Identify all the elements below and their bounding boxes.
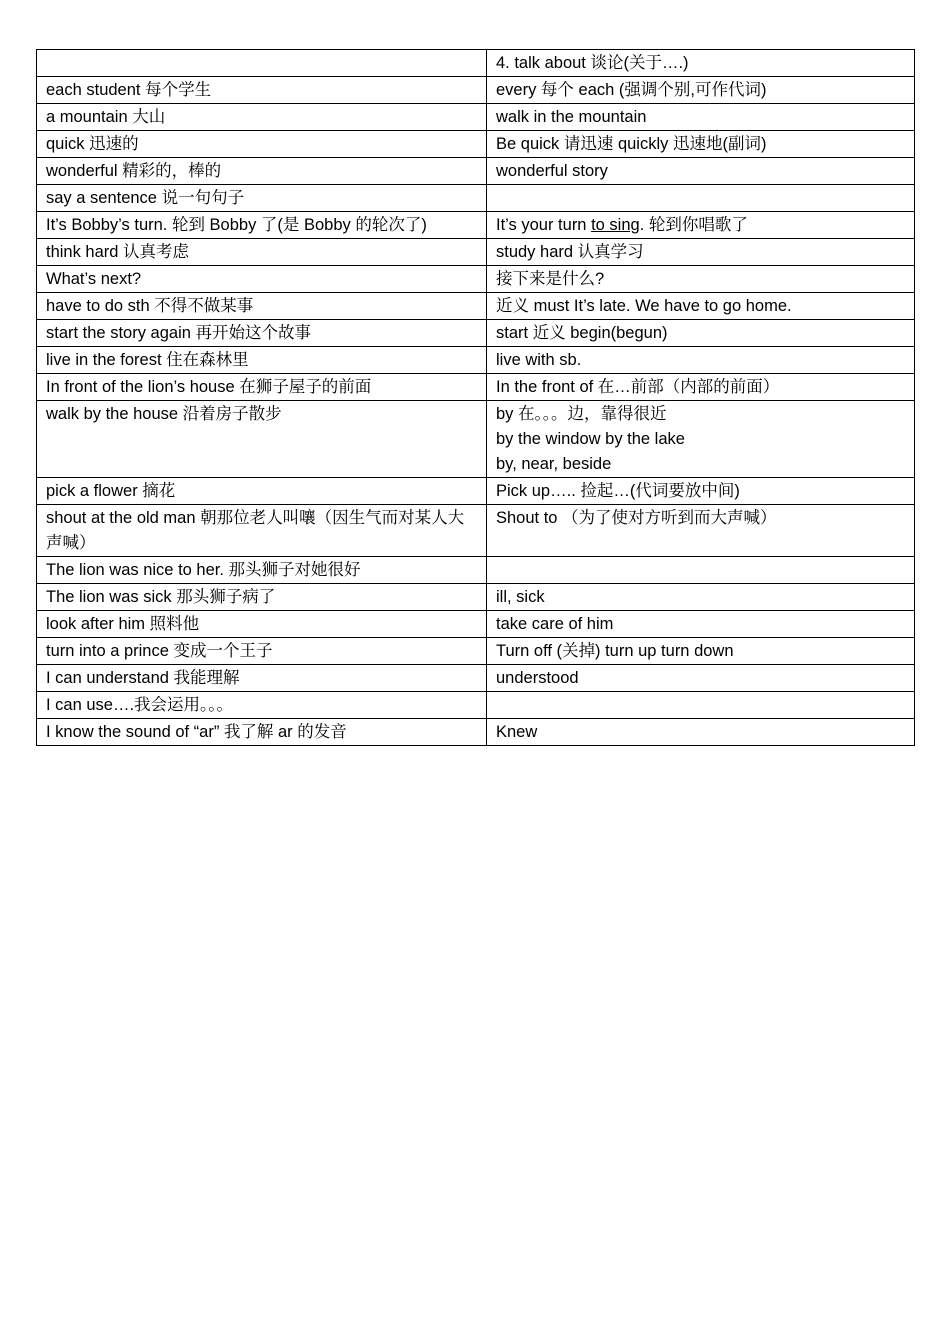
note-cell xyxy=(487,347,915,374)
document-page xyxy=(36,49,914,746)
phrase-cell xyxy=(37,557,487,584)
table-row xyxy=(37,692,915,719)
note-cell xyxy=(487,77,915,104)
note-cell xyxy=(487,50,915,77)
phrase-cell xyxy=(37,584,487,611)
note-line: by 在。。。边，靠得很近 xyxy=(496,405,667,423)
table-row xyxy=(37,347,915,374)
phrase-text: In front of the lion’s house 在狮子屋子的前面 xyxy=(46,378,372,396)
note-cell xyxy=(487,638,915,665)
phrase-text: What’s next? xyxy=(46,270,142,288)
table-row xyxy=(37,505,915,557)
phrase-cell xyxy=(37,374,487,401)
table-row xyxy=(37,584,915,611)
note-cell xyxy=(487,401,915,478)
table-row xyxy=(37,266,915,293)
phrase-text: have to do sth 不得不做某事 xyxy=(46,297,254,315)
phrase-text: each student 每个学生 xyxy=(46,81,212,99)
table-row xyxy=(37,665,915,692)
note-cell xyxy=(487,239,915,266)
phrase-text: walk by the house 沿着房子散步 xyxy=(46,405,282,423)
note-line: by, near, beside xyxy=(496,455,612,473)
note-cell xyxy=(487,374,915,401)
table-row xyxy=(37,320,915,347)
phrase-cell xyxy=(37,293,487,320)
phrase-cell xyxy=(37,719,487,746)
phrase-cell xyxy=(37,505,487,557)
note-text: 近义 must It’s late. We have to go home. xyxy=(496,297,792,315)
phrase-cell xyxy=(37,478,487,505)
phrase-text: live in the forest 住在森林里 xyxy=(46,351,249,369)
note-line: by the window by the lake xyxy=(496,430,685,448)
note-cell xyxy=(487,611,915,638)
phrase-cell xyxy=(37,401,487,478)
phrase-cell xyxy=(37,104,487,131)
phrase-text: think hard 认真考虑 xyxy=(46,243,190,261)
note-cell xyxy=(487,131,915,158)
phrase-cell xyxy=(37,320,487,347)
table-row xyxy=(37,293,915,320)
phrase-cell xyxy=(37,239,487,266)
note-text: Shout to （为了使对方听到而大声喊） xyxy=(496,509,777,527)
table-row xyxy=(37,239,915,266)
table-row xyxy=(37,158,915,185)
note-text: Pick up….. 捡起…(代词要放中间) xyxy=(496,482,740,500)
table-row xyxy=(37,374,915,401)
phrase-text: turn into a prince 变成一个王子 xyxy=(46,642,273,660)
note-text: wonderful story xyxy=(496,162,608,180)
table-row xyxy=(37,50,915,77)
phrase-text: say a sentence 说一句句子 xyxy=(46,189,245,207)
note-text: understood xyxy=(496,669,579,687)
note-cell xyxy=(487,293,915,320)
phrase-text: quick 迅速的 xyxy=(46,135,139,153)
phrase-text: a mountain 大山 xyxy=(46,108,166,126)
vocabulary-table xyxy=(36,49,915,746)
note-text: walk in the mountain xyxy=(496,108,647,126)
note-cell xyxy=(487,185,915,212)
note-text: 接下来是什么? xyxy=(496,270,605,288)
phrase-text: The lion was sick 那头狮子病了 xyxy=(46,588,276,606)
underlined-text: to sing xyxy=(591,216,640,234)
note-cell xyxy=(487,158,915,185)
table-row xyxy=(37,557,915,584)
note-text: study hard 认真学习 xyxy=(496,243,644,261)
phrase-cell xyxy=(37,185,487,212)
table-row xyxy=(37,185,915,212)
table-row xyxy=(37,401,915,478)
phrase-text: wonderful 精彩的，棒的 xyxy=(46,162,222,180)
note-text: . 轮到你唱歌了 xyxy=(639,216,748,234)
note-cell xyxy=(487,212,915,239)
note-cell xyxy=(487,719,915,746)
note-text: start 近义 begin(begun) xyxy=(496,324,668,342)
note-cell xyxy=(487,505,915,557)
table-row xyxy=(37,77,915,104)
table-row xyxy=(37,611,915,638)
table-row xyxy=(37,131,915,158)
note-cell xyxy=(487,692,915,719)
phrase-cell xyxy=(37,131,487,158)
note-text: every 每个 each (强调个别,可作代词) xyxy=(496,81,767,99)
phrase-cell xyxy=(37,665,487,692)
note-text: ill, sick xyxy=(496,588,545,606)
phrase-cell xyxy=(37,266,487,293)
phrase-cell xyxy=(37,347,487,374)
note-cell xyxy=(487,478,915,505)
phrase-text: I can understand 我能理解 xyxy=(46,669,240,687)
phrase-cell xyxy=(37,212,487,239)
phrase-cell xyxy=(37,77,487,104)
phrase-cell xyxy=(37,692,487,719)
phrase-text: It’s Bobby’s turn. 轮到 Bobby 了(是 Bobby 的轮次了) xyxy=(46,216,427,234)
phrase-cell xyxy=(37,611,487,638)
phrase-text: start the story again 再开始这个故事 xyxy=(46,324,311,342)
note-text: Turn off (关掉) turn up turn down xyxy=(496,642,734,660)
note-text: It’s your turn xyxy=(496,216,592,234)
phrase-cell xyxy=(37,50,487,77)
note-cell xyxy=(487,557,915,584)
note-cell xyxy=(487,104,915,131)
note-text: 4. talk about 谈论(关于….) xyxy=(496,54,689,72)
phrase-cell xyxy=(37,638,487,665)
table-row xyxy=(37,719,915,746)
note-text: Knew xyxy=(496,723,538,741)
note-text: In the front of 在…前部（内部的前面） xyxy=(496,378,780,396)
phrase-text: I know the sound of “ar” 我了解 ar 的发音 xyxy=(46,723,347,741)
phrase-cell xyxy=(37,158,487,185)
phrase-text: The lion was nice to her. 那头狮子对她很好 xyxy=(46,561,361,579)
phrase-text: pick a flower 摘花 xyxy=(46,482,176,500)
note-text: take care of him xyxy=(496,615,614,633)
table-row xyxy=(37,104,915,131)
note-cell xyxy=(487,584,915,611)
phrase-text: shout at the old man 朝那位老人叫嚷（因生气而对某人大声喊） xyxy=(46,509,465,552)
note-text: live with sb. xyxy=(496,351,582,369)
note-text: Be quick 请迅速 quickly 迅速地(副词) xyxy=(496,135,767,153)
table-row xyxy=(37,212,915,239)
table-row xyxy=(37,478,915,505)
phrase-text: I can use….我会运用。。。 xyxy=(46,696,234,714)
table-row xyxy=(37,638,915,665)
note-cell xyxy=(487,320,915,347)
note-cell xyxy=(487,665,915,692)
phrase-text: look after him 照料他 xyxy=(46,615,200,633)
note-cell xyxy=(487,266,915,293)
